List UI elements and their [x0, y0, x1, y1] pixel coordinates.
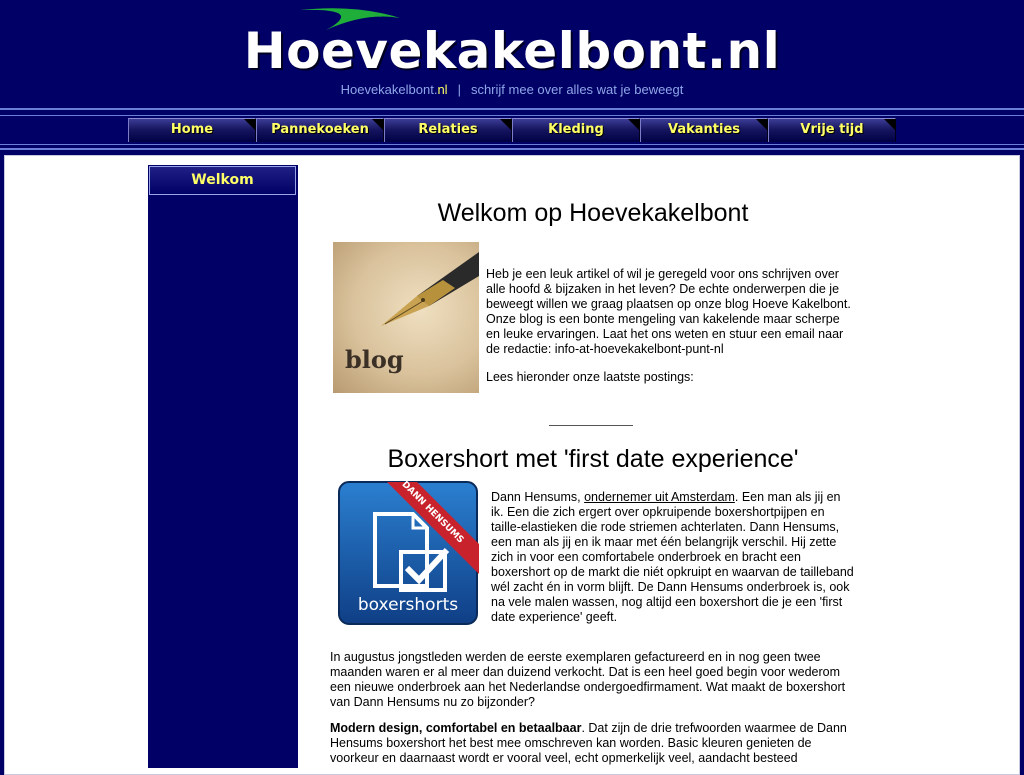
- header-divider: [0, 108, 1024, 110]
- article-text: . Een man als jij en ik. Een die zich ergert over opkruipende boxershortpijpen en taille-elastieken die rode striemen achterlaten. Dann Hensums, een man als jij en ik maar met één belangrijk verschil. Hij zette zich in voor een comfortabele onderbroek en bracht een boxershort op de markt die niét opkruipt en waarvan de tailleband wél zacht én in vorm blijft. De Dann Hensums onderbroek is, ook na vele malen wassen, nog altijd een boxershort die je een 'first date experience' geeft.: [491, 490, 854, 624]
- nav-item-relaties[interactable]: [384, 118, 512, 142]
- tagline-separator: |: [457, 82, 461, 97]
- nav-item-home[interactable]: [128, 118, 256, 142]
- nav-item-label: Relaties: [418, 122, 478, 137]
- nav-item-label: Home: [170, 122, 214, 137]
- sidebar-item-welkom[interactable]: Welkom: [149, 166, 296, 195]
- nav-divider: [0, 148, 1024, 150]
- image-ribbon-text: DANN HENSUMS: [399, 480, 466, 546]
- fountain-pen-icon: [333, 242, 479, 393]
- tagline-tld: nl: [437, 82, 448, 97]
- boxershorts-image-label: boxershorts: [357, 595, 459, 615]
- nav-corner-decoration: [756, 119, 768, 131]
- nav-item-pannekoeken[interactable]: [256, 118, 384, 142]
- tagline-text: schrijf mee over alles wat je beweegt: [470, 82, 684, 97]
- nav-item-kleding[interactable]: [512, 118, 640, 142]
- nav-item-vakanties[interactable]: [640, 118, 768, 142]
- header-divider: [0, 115, 1024, 116]
- article-text: Dann Hensums,: [491, 490, 585, 504]
- site-logo[interactable]: Hoevekakelbont.nl: [243, 22, 781, 80]
- article-text: . Dat zijn de drie trefwoorden waarmee de Dann Hensums boxershort het best mee omschreven kan worden. Basic kleuren genieten de voorkeur en daarnaast wordt er vooral veel, echt opmerkelijk veel, aandacht besteed: [330, 721, 847, 765]
- postings-intro: Lees hieronder onze laatste postings:: [486, 370, 694, 384]
- nav-corner-decoration: [500, 119, 512, 131]
- blog-pen-image: [333, 242, 479, 393]
- nav-item-label: Vakanties: [667, 122, 741, 137]
- site-tagline: [0, 82, 1024, 98]
- nav-item-label: Kleding: [548, 122, 604, 137]
- intro-text: Heb je een leuk artikel of wil je geregeld voor ons schrijven over alle hoofd & bijzaken in het leven? De echte onderwerpen die je beweegt willen we graag plaatsen op onze blog Hoeve Kakelbont. Onze blog is een bonte mengeling van kakelende maar scherpe en leuke ervaringen. Laat het ons weten en stuur een email naar de redactie: info-at-hoevekakelbont-punt-nl: [486, 267, 851, 356]
- ondernemer-link[interactable]: ondernemer uit Amsterdam: [584, 490, 735, 504]
- nav-corner-decoration: [372, 119, 384, 131]
- sidebar: [148, 165, 298, 768]
- nav-item-vrije-tijd[interactable]: [768, 118, 896, 142]
- page-title: Welkom op Hoevekakelbont: [437, 199, 749, 227]
- article-bold-text: Modern design, comfortabel en betaalbaar: [330, 721, 582, 735]
- section-divider: [549, 425, 633, 426]
- blog-image-label: blog: [345, 345, 404, 374]
- article-paragraph: In augustus jongstleden werden de eerste exemplaren gefactureerd en in nog geen twee maanden waren er al meer dan duizend verkocht. Dat is een heel goed begin voor wederom een nieuwe onderbroek aan het Nederlandse ondergoedfirmament. Wat maakt de boxershort van Dann Hensums nu zo bijzonder?: [330, 650, 846, 709]
- nav-corner-decoration: [628, 119, 640, 131]
- nav-corner-decoration: [244, 119, 256, 131]
- article-paragraph: [491, 490, 856, 625]
- nav-divider: [0, 144, 1024, 145]
- tagline-site: Hoevekakelbont.: [340, 82, 438, 97]
- main-nav: [128, 118, 896, 142]
- post-title[interactable]: Boxershort met 'first date experience': [387, 445, 799, 473]
- boxershorts-image: [337, 480, 481, 630]
- document-check-icon: [337, 480, 481, 630]
- nav-item-label: Pannekoeken: [271, 122, 369, 137]
- article-paragraph: [330, 721, 856, 766]
- nav-item-label: Vrije tijd: [800, 122, 864, 137]
- nav-corner-decoration: [884, 119, 896, 131]
- site-header: [0, 0, 1024, 108]
